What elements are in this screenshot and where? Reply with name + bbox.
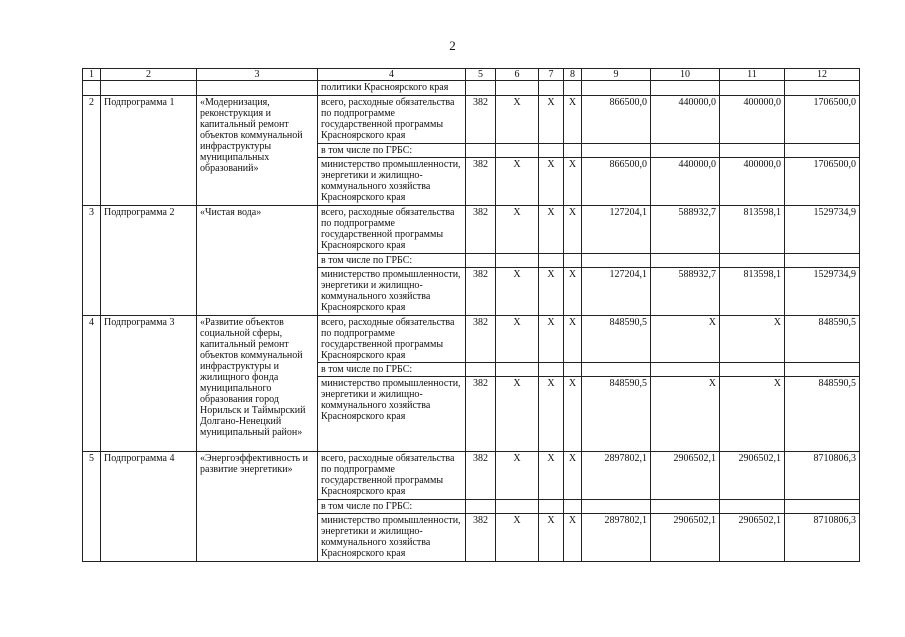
empty-cell: [564, 254, 582, 268]
empty-cell: [466, 144, 496, 158]
expense-label: всего, расходные обязательства по подпрограмме государственной программы Красноярского края: [318, 206, 466, 254]
header-cell: 5: [466, 69, 496, 81]
empty-cell: [539, 254, 564, 268]
subprogram-name: «Чистая вода»: [197, 206, 318, 316]
empty-cell: [564, 500, 582, 514]
grbs-label: в том числе по ГРБС:: [318, 363, 466, 377]
amount-cell: Х: [651, 316, 720, 363]
amount-cell: 440000,0: [651, 96, 720, 144]
empty-cell: [582, 254, 651, 268]
empty-cell: [651, 363, 720, 377]
x-cell: Х: [539, 316, 564, 363]
header-cell: 2: [101, 69, 197, 81]
header-cell: 9: [582, 69, 651, 81]
empty-cell: [720, 144, 785, 158]
x-cell: Х: [496, 316, 539, 363]
amount-cell: 8710806,3: [785, 452, 860, 500]
amount-cell: 2906502,1: [651, 452, 720, 500]
x-cell: Х: [539, 268, 564, 316]
header-row: [83, 69, 860, 81]
amount-cell: 866500,0: [582, 158, 651, 206]
amount-cell: 1529734,9: [785, 206, 860, 254]
amount-cell: 2906502,1: [720, 514, 785, 562]
amount-cell: 127204,1: [582, 206, 651, 254]
code-cell: 382: [466, 206, 496, 254]
subprogram-total-row: [83, 316, 860, 363]
amount-cell: 1706500,0: [785, 158, 860, 206]
header-cell: 7: [539, 69, 564, 81]
amount-cell: 813598,1: [720, 268, 785, 316]
empty-cell: [539, 144, 564, 158]
empty-cell: [785, 254, 860, 268]
empty-cell: [651, 500, 720, 514]
empty-cell: [466, 500, 496, 514]
empty-cell: [582, 144, 651, 158]
empty-cell: [720, 254, 785, 268]
empty-cell: [564, 363, 582, 377]
amount-cell: 866500,0: [582, 96, 651, 144]
amount-cell: 440000,0: [651, 158, 720, 206]
row-number: 2: [83, 96, 101, 206]
amount-cell: 400000,0: [720, 158, 785, 206]
subprogram-total-row: [83, 206, 860, 254]
ministry-label: министерство промышленности, энергетики и жилищно-коммунального хозяйства Красноярского края: [318, 268, 466, 316]
subprogram-total-row: [83, 452, 860, 500]
empty-cell: [466, 363, 496, 377]
x-cell: Х: [496, 206, 539, 254]
amount-cell: 848590,5: [582, 377, 651, 452]
ministry-label: министерство промышленности, энергетики и жилищно-коммунального хозяйства Красноярского края: [318, 514, 466, 562]
subprogram-name: «Развитие объектов социальной сферы, капитальный ремонт объектов коммунальной инфраструктуры и жилищного фонда муниципального образования город Норильск и Таймырский Долгано-Ненецкий муниципальный район»: [197, 316, 318, 452]
grbs-label: в том числе по ГРБС:: [318, 254, 466, 268]
code-cell: 382: [466, 316, 496, 363]
amount-cell: 848590,5: [785, 377, 860, 452]
amount-cell: 2897802,1: [582, 514, 651, 562]
x-cell: Х: [496, 452, 539, 500]
x-cell: Х: [539, 452, 564, 500]
continuation-text: политики Красноярского края: [318, 81, 466, 96]
header-cell: 3: [197, 69, 318, 81]
amount-cell: 1706500,0: [785, 96, 860, 144]
amount-cell: Х: [720, 377, 785, 452]
empty-cell: [785, 363, 860, 377]
grbs-label: в том числе по ГРБС:: [318, 500, 466, 514]
x-cell: Х: [564, 316, 582, 363]
header-cell: 8: [564, 69, 582, 81]
ministry-label: министерство промышленности, энергетики и жилищно-коммунального хозяйства Красноярского края: [318, 158, 466, 206]
row-number: 3: [83, 206, 101, 316]
x-cell: Х: [539, 96, 564, 144]
header-cell: 4: [318, 69, 466, 81]
x-cell: Х: [564, 268, 582, 316]
empty-cell: [785, 144, 860, 158]
amount-cell: 400000,0: [720, 96, 785, 144]
subprogram-title: Подпрограмма 2: [101, 206, 197, 316]
amount-cell: 2906502,1: [720, 452, 785, 500]
subprogram-title: Подпрограмма 4: [101, 452, 197, 562]
header-cell: 12: [785, 69, 860, 81]
amount-cell: 848590,5: [582, 316, 651, 363]
code-cell: 382: [466, 96, 496, 144]
empty-cell: [582, 500, 651, 514]
amount-cell: Х: [720, 316, 785, 363]
expense-label: всего, расходные обязательства по подпрограмме государственной программы Красноярского края: [318, 96, 466, 144]
empty-cell: [720, 500, 785, 514]
x-cell: Х: [564, 206, 582, 254]
code-cell: 382: [466, 377, 496, 452]
x-cell: Х: [564, 514, 582, 562]
row-number: 5: [83, 452, 101, 562]
amount-cell: 813598,1: [720, 206, 785, 254]
code-cell: 382: [466, 158, 496, 206]
empty-cell: [539, 500, 564, 514]
subprogram-name: «Энергоэффективность и развитие энергетики»: [197, 452, 318, 562]
empty-cell: [720, 363, 785, 377]
empty-cell: [496, 144, 539, 158]
empty-cell: [539, 363, 564, 377]
x-cell: Х: [539, 377, 564, 452]
x-cell: Х: [496, 377, 539, 452]
empty-cell: [466, 254, 496, 268]
x-cell: Х: [564, 96, 582, 144]
empty-cell: [582, 363, 651, 377]
x-cell: Х: [564, 158, 582, 206]
header-cell: 6: [496, 69, 539, 81]
amount-cell: Х: [651, 377, 720, 452]
amount-cell: 588932,7: [651, 268, 720, 316]
subprogram-title: Подпрограмма 1: [101, 96, 197, 206]
x-cell: Х: [496, 268, 539, 316]
subprogram-name: «Модернизация, реконструкция и капитальный ремонт объектов коммунальной инфраструктуры муниципальных образований»: [197, 96, 318, 206]
amount-cell: 2897802,1: [582, 452, 651, 500]
header-cell: 10: [651, 69, 720, 81]
expense-label: всего, расходные обязательства по подпрограмме государственной программы Красноярского края: [318, 452, 466, 500]
empty-cell: [564, 144, 582, 158]
x-cell: Х: [539, 206, 564, 254]
code-cell: 382: [466, 514, 496, 562]
program-funding-table: [82, 68, 860, 562]
subprogram-total-row: [83, 96, 860, 144]
amount-cell: 127204,1: [582, 268, 651, 316]
x-cell: Х: [539, 158, 564, 206]
expense-label: всего, расходные обязательства по подпрограмме государственной программы Красноярского края: [318, 316, 466, 363]
amount-cell: 848590,5: [785, 316, 860, 363]
grbs-label: в том числе по ГРБС:: [318, 144, 466, 158]
continuation-row: [83, 81, 860, 96]
x-cell: Х: [564, 452, 582, 500]
empty-cell: [651, 254, 720, 268]
amount-cell: 8710806,3: [785, 514, 860, 562]
code-cell: 382: [466, 452, 496, 500]
x-cell: Х: [496, 514, 539, 562]
amount-cell: 588932,7: [651, 206, 720, 254]
empty-cell: [496, 254, 539, 268]
subprogram-title: Подпрограмма 3: [101, 316, 197, 452]
amount-cell: 2906502,1: [651, 514, 720, 562]
x-cell: Х: [564, 377, 582, 452]
header-cell: 1: [83, 69, 101, 81]
row-number: 4: [83, 316, 101, 452]
empty-cell: [651, 144, 720, 158]
header-cell: 11: [720, 69, 785, 81]
empty-cell: [496, 500, 539, 514]
page-number: 2: [449, 38, 456, 53]
ministry-label: министерство промышленности, энергетики и жилищно-коммунального хозяйства Красноярского края: [318, 377, 466, 452]
empty-cell: [785, 500, 860, 514]
amount-cell: 1529734,9: [785, 268, 860, 316]
empty-cell: [496, 363, 539, 377]
x-cell: Х: [496, 96, 539, 144]
x-cell: Х: [539, 514, 564, 562]
code-cell: 382: [466, 268, 496, 316]
x-cell: Х: [496, 158, 539, 206]
